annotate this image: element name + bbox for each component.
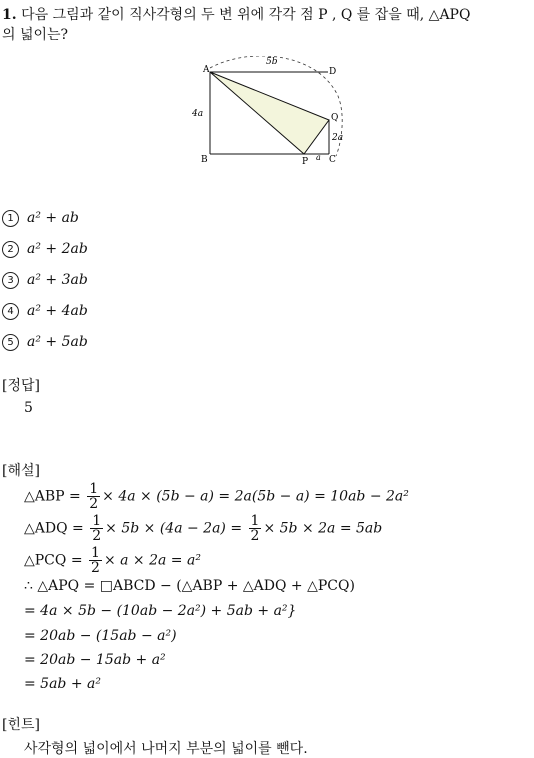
answer-value: 5 [24,400,33,416]
option-2-text: a² + 2ab [27,241,88,257]
label-c: C [329,155,336,165]
abp-fraction [87,482,100,511]
option-1-mark: 1 [2,210,19,227]
label-left-length: 4a [192,109,204,119]
pcq-fraction [89,546,102,575]
option-1[interactable] [2,210,79,227]
triangle-apq [210,72,329,154]
answer-heading: [정답] [2,378,40,394]
pcq-den: 2 [91,560,100,576]
label-q: Q [331,113,339,123]
adq-num-1: 1 [92,513,102,529]
option-1-text: a² + ab [27,210,79,226]
solution-line-1: ∴ △APQ = □ABCD − (△ABP + △ADQ + △PCQ) [24,578,355,594]
label-top-length: 5b [266,57,278,67]
adq-rest: × 5b × 2a = 5ab [263,520,383,537]
hint-heading: [힌트] [2,717,40,733]
abp-num: 1 [89,481,99,497]
adq-num-2: 1 [250,513,260,529]
solution-line-5: = 5ab + a² [24,676,101,692]
option-2[interactable] [2,241,88,258]
solution-line-3: = 20ab − (15ab − a²) [24,628,177,644]
label-bottom-length: a [316,153,321,162]
option-3-mark: 3 [2,272,19,289]
option-5-text: a² + 5ab [27,334,88,350]
adq-den-2: 2 [250,528,260,544]
label-a: A [203,65,210,75]
abp-rest: × 4a × (5b − a) = 2a(5b − a) = 10ab − 2a² [102,488,409,505]
label-p: P [302,157,309,167]
adq-mid: × 5b × (4a − 2a) = [105,520,247,537]
solution-heading: [해설] [2,463,40,479]
solution-abp [24,482,409,511]
solution-line-4: = 20ab − 15ab + a² [24,652,166,668]
adq-den-1: 2 [92,528,102,544]
solution-pcq [24,546,201,575]
solution-line-2: = 4a × 5b − (10ab − 2a²) + 5ab + a²} [24,603,297,619]
abp-den: 2 [89,496,99,512]
option-4[interactable] [2,303,88,320]
option-3[interactable] [2,272,88,289]
option-4-text: a² + 4ab [27,303,88,319]
adq-fraction-1 [90,514,103,543]
pcq-rest: × a × 2a = a² [103,552,201,569]
pcq-prefix: △PCQ = [24,552,88,569]
abp-prefix: △ABP = [24,488,86,505]
hint-text: 사각형의 넓이에서 나머지 부분의 넓이를 뺀다. [24,741,308,757]
adq-fraction-2 [249,514,262,543]
option-5-mark: 5 [2,334,19,351]
question-text-1: 다음 그림과 같이 직사각형의 두 변 위에 각각 점 P , Q 를 잡을 때, △APQ [21,7,471,23]
question-line-1 [2,4,470,24]
adq-prefix: △ADQ = [24,520,89,537]
option-2-mark: 2 [2,241,19,258]
option-4-mark: 4 [2,303,19,320]
option-5[interactable] [2,334,88,351]
label-b: B [201,155,208,165]
label-right-length: 2a [332,133,344,143]
option-3-text: a² + 3ab [27,272,88,288]
pcq-num: 1 [91,545,100,561]
solution-adq [24,514,382,543]
question-text-2: 의 넓이는? [2,27,69,43]
question-number: 1. [2,7,17,23]
rectangle-figure [186,56,356,168]
label-d: D [329,67,337,77]
